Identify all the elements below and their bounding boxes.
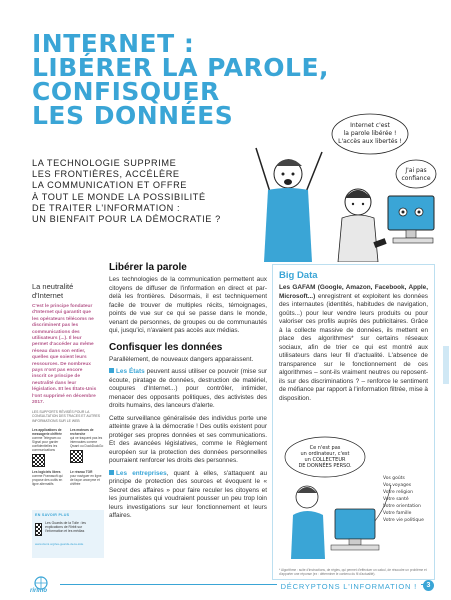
title-line: LIBÉRER LA PAROLE, bbox=[32, 53, 330, 82]
svg-text:un ordinateur, c'est: un ordinateur, c'est bbox=[300, 451, 350, 457]
tool-item bbox=[70, 470, 104, 486]
big-data-box bbox=[272, 264, 435, 580]
svg-text:Votre vie politique: Votre vie politique bbox=[383, 518, 424, 523]
title-line: LES DONNÉES bbox=[32, 101, 234, 130]
tool-label: Le réseau TOR bbox=[70, 470, 93, 474]
title-line: CONFISQUER bbox=[32, 77, 220, 106]
lead-line: À TOUT LE MONDE LA POSSIBILITÉ bbox=[32, 191, 206, 202]
big-data-title: Big Data bbox=[279, 270, 318, 281]
svg-text:J'ai pas: J'ai pas bbox=[405, 167, 427, 174]
svg-text:la parole libérée !: la parole libérée ! bbox=[343, 130, 397, 137]
title-line: INTERNET : bbox=[32, 29, 195, 58]
lead-line: LA COMMUNICATION ET OFFRE bbox=[32, 180, 188, 191]
lead-line: LES FRONTIÈRES, ACCÉLÈRE bbox=[32, 169, 180, 180]
collector-drawing bbox=[279, 435, 429, 573]
page-edge-tab bbox=[443, 346, 449, 384]
svg-text:Votre religion: Votre religion bbox=[383, 490, 413, 495]
tool-desc: comme Framasoft qui propose des outils en ligne alternatifs bbox=[32, 474, 63, 486]
main-column bbox=[109, 262, 267, 525]
section-title-confisquer: Confisquer les données bbox=[109, 341, 223, 353]
tool-label: Les moteurs de recherche bbox=[70, 428, 94, 436]
paragraph: Les technologies de la communication permettent aux citoyens de diffuser de l'information en direct et par-delà les frontières. Désormais, il est techniquement facile de trouver de multiples récits, témoignages, points de vue sur ce qui se passe dans le monde, venant de personnes, de groupes ou de communautés qui, jusqu'ici, n'avaient pas accès aux médias. bbox=[109, 276, 267, 334]
bold-lead: Les entreprises bbox=[116, 469, 167, 477]
paragraph-etats bbox=[109, 368, 267, 411]
footnote: * Algorithme : suite d'instructions, de règles, qui permet d'effectuer un calcul, de résoudre un problème et d'apporter une réponse (ex : déterminer le contenu du fil d'actualité). bbox=[279, 568, 427, 576]
bold-lead: Les États bbox=[116, 368, 145, 375]
paragraph-text: , quant à elles, s'attaquent au principe de protection des sources et évoquent le « Secret des affaires » pour faire reculer les citoyens et les journalistes qui voudraient pousser un peu trop loin leurs investigations sur leur fonctionnement et leurs affaires. bbox=[109, 469, 267, 519]
paragraph: Parallèlement, de nouveaux dangers apparaissent. bbox=[109, 355, 254, 363]
section-name: DÉCRYPTONS L'INFORMATION ! bbox=[277, 582, 421, 591]
tool-desc: qui ne traquent pas les internautes comme Qwant ou DuckDuckGo bbox=[70, 436, 104, 448]
svg-text:Vos voyages: Vos voyages bbox=[383, 483, 412, 488]
svg-text:Internet c'est: Internet c'est bbox=[350, 122, 390, 129]
svg-text:DE DONNÉES PERSO.: DE DONNÉES PERSO. bbox=[298, 463, 352, 469]
svg-text:Votre famille: Votre famille bbox=[383, 511, 412, 516]
paragraph-text: peuvent aussi utiliser ce pouvoir (mise sur écoute, piratage de données, destruction de matériel, coupures d'Internet...) pour contrôler, intimider, menacer des opposants politiques, des activistes des droits humains, des lanceurs d'alerte. bbox=[109, 368, 268, 409]
sidebar-heading: La neutralité d'Internet bbox=[32, 282, 74, 300]
tool-label: Les logiciels libres bbox=[32, 470, 61, 474]
bullet-square-icon bbox=[109, 368, 114, 373]
computer-collector-illustration bbox=[279, 435, 429, 573]
sidebar-tools-title: LES SUPPORTS RÉVISÉS POUR LA CONSULTATION DES TRACES ET AUTRES INFORMATIONS SUR LE WEB bbox=[32, 410, 101, 423]
big-data-body: enregistrent et exploitent les données des internautes (identités, habitudes de navigation, goûts...) pour leur vendre leurs produits ou pour valoriser ces profils auprès des publicitaires. Grâce à la collecte massive de données, ils mettent en place des algorithmes* sur certains réseaux sociaux, afin de trier ce qui est montré aux utilisateurs dans leur fil d'actualité. L'absence de transparence sur le fonctionnement de ces algorithmes – sont-ils vraiment neutres ou reposent-ils sur des discriminations ? – renforce le sentiment de méfiance par rapport à l'information filtrée, mise à disposition. bbox=[279, 292, 428, 402]
sidebar-tools-grid bbox=[32, 428, 104, 486]
tool-label: Les applications de messagerie chiffrée bbox=[32, 428, 62, 436]
sidebar-body: C'est le principe fondateur d'Internet qui garantit que les opérateurs télécoms ne discriminent pas les communications des utilisateurs (...). Il leur permet d'accéder au même réseau dans son entier, quelles que soient leurs ressources. De nombreux pays n'ont pas encore inscrit ce principe de neutralité dans leur législation. Et les États-Unis l'ont supprimé en décembre 2017. bbox=[32, 304, 97, 406]
qr-code-icon bbox=[70, 450, 83, 463]
page-footer bbox=[0, 572, 451, 600]
learn-more-box bbox=[32, 510, 104, 558]
qr-code-icon bbox=[32, 454, 45, 467]
lead-line: UN BIENFAIT POUR LA DÉMOCRATIE ? bbox=[32, 214, 221, 225]
lead-line: DE TRAITER L'INFORMATION : bbox=[32, 202, 181, 213]
lead-question bbox=[32, 158, 247, 225]
tool-desc: comme Telegram ou Signal pour garder confidentielles les communications bbox=[32, 436, 61, 452]
tool-item bbox=[70, 428, 104, 467]
page-number: 3 bbox=[423, 580, 434, 591]
svg-text:Votre santé: Votre santé bbox=[383, 497, 409, 502]
lead-line: LA TECHNOLOGIE SUPPRIME bbox=[32, 158, 177, 168]
qr-code-icon bbox=[35, 523, 42, 536]
svg-text:un COLLECTEUR: un COLLECTEUR bbox=[304, 457, 346, 463]
learn-more-link[interactable]: www.clemi.org/les-guards-de-la-toile bbox=[35, 542, 84, 546]
tool-item bbox=[32, 428, 66, 467]
svg-text:Vos goûts: Vos goûts bbox=[383, 476, 405, 481]
section-title-liberer: Libérer la parole bbox=[109, 262, 187, 273]
logo-text: ririmo bbox=[30, 588, 48, 594]
big-data-lead: Les GAFAM (Google, Amazon, Facebook, Apple, Microsoft...) bbox=[279, 284, 428, 300]
svg-text:Votre orientation: Votre orientation bbox=[383, 504, 421, 509]
paragraph-entreprises bbox=[109, 470, 267, 521]
learn-more-text: Les Guards de la Toile : les explications de Rirbit sur l'information et les médias bbox=[45, 521, 87, 534]
paragraph: Cette surveillance généralisée des individus porte une atteinte grave à la démocratie ! Des outils existent pour protéger ses propres données et ses communications. Et des avancées législatives, comme le Règlement européen sur la protection des données personnelles pourraient renforcer les droits des personnes. bbox=[109, 414, 267, 464]
big-data-text bbox=[279, 284, 428, 403]
cartoon-drawing bbox=[248, 112, 443, 262]
cartoon-illustration bbox=[248, 112, 443, 262]
sidebar-neutrality bbox=[32, 282, 98, 407]
svg-text:confiance: confiance bbox=[401, 175, 431, 182]
tool-item bbox=[32, 470, 66, 486]
svg-text:Ce n'est pas: Ce n'est pas bbox=[309, 445, 341, 451]
bullet-square-icon bbox=[109, 470, 114, 475]
tool-desc: pour naviguer en ligne de façon anonyme et chiffrée bbox=[70, 474, 102, 486]
svg-text:L'accès aux libertés !: L'accès aux libertés ! bbox=[338, 138, 402, 145]
learn-more-title: EN SAVOIR PLUS bbox=[35, 513, 70, 517]
